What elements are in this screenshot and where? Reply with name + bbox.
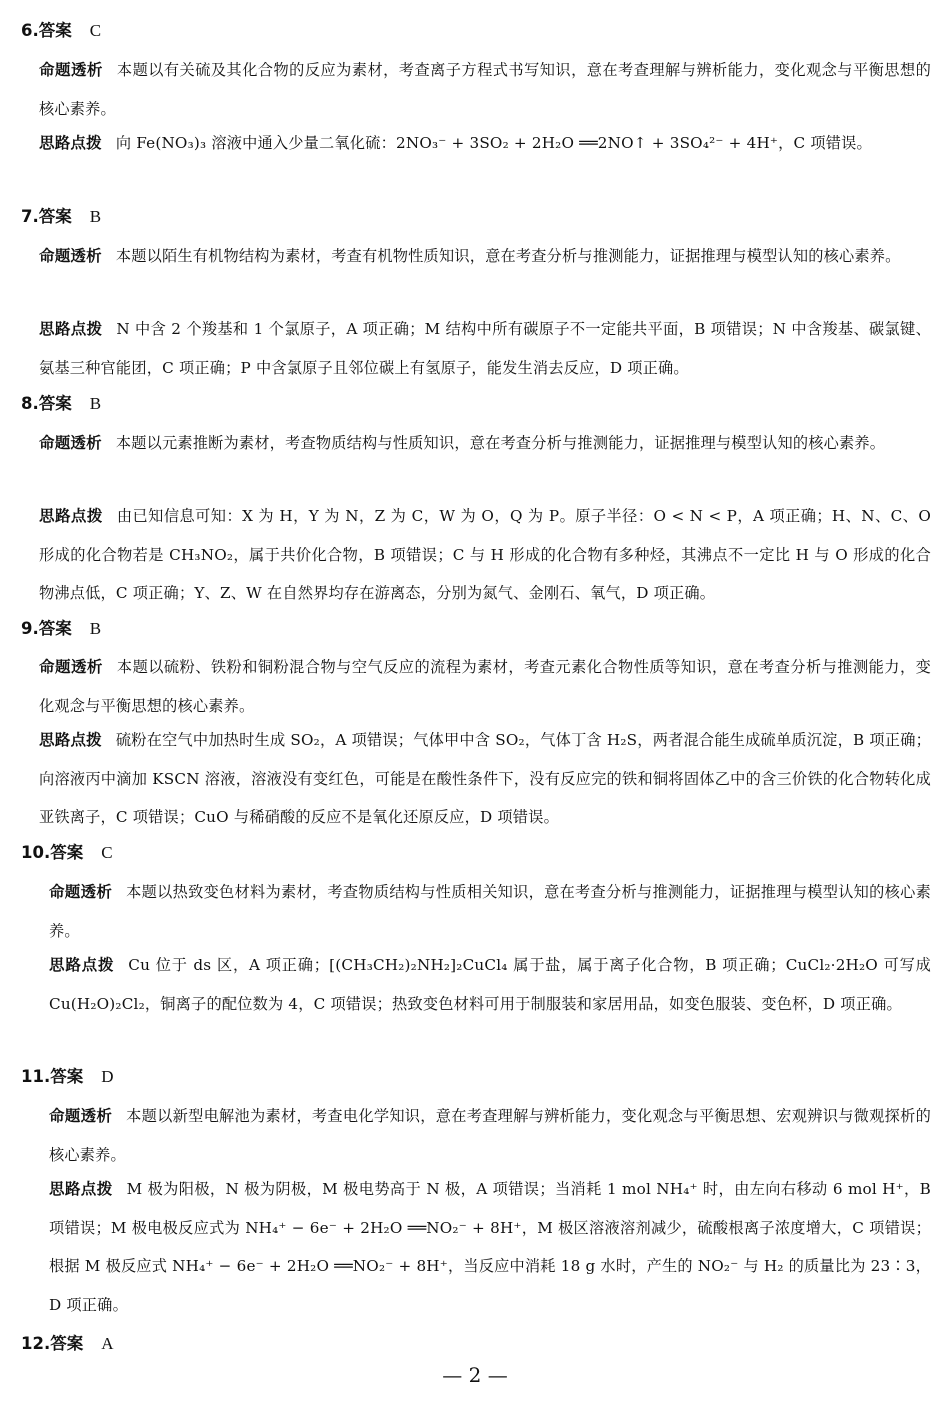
question-7-hint [39,310,931,387]
question-9-analysis [39,648,931,725]
analysis-label: 命题透析 [49,883,113,901]
hint-label: 思路点拨 [39,134,102,152]
answer-label: 答案 [38,21,72,40]
answer-label: 答案 [38,619,72,638]
hint-text: 由已知信息可知：X 为 H，Y 为 N，Z 为 C，W 为 O，Q 为 P。原子半径：O < N < P，A 项正确；H、N、C、O 形成的化合物若是 CH₃NO₂，属于共价化合物，B 项错误；C 与 H 形成的化合物有多种烃，其沸点不一定比 H 与 O 形成的化合物沸点低，C 项正确；Y、Z、W 在自然界均存在游离态，分别为氮气、金刚石、氧气，D 项正确。 [39,507,931,602]
question-7-answer-line [21,206,101,228]
question-9-answer-line [21,618,101,640]
answer-value: A [101,1334,114,1353]
analysis-text: 本题以新型电解池为素材，考查电化学知识，意在考查理解与辨析能力，变化观念与平衡思想、宏观辨识与微观探析的核心素养。 [49,1107,931,1164]
answer-label: 答案 [50,1334,84,1353]
question-number: 8. [21,394,39,413]
answer-value: C [89,21,102,40]
hint-label: 思路点拨 [39,320,103,338]
hint-label: 思路点拨 [39,507,103,525]
analysis-text: 本题以热致变色材料为素材，考查物质结构与性质相关知识，意在考查分析与推测能力，证据推理与模型认知的核心素养。 [49,883,931,940]
answer-value: D [101,1067,114,1086]
question-9-hint [39,721,931,837]
hint-label: 思路点拨 [39,731,102,749]
question-11-analysis [49,1097,931,1174]
question-6-analysis [39,51,931,128]
analysis-text: 本题以元素推断为素材，考查物质结构与性质知识，意在考查分析与推测能力，证据推理与模型认知的核心素养。 [115,434,886,452]
question-8-answer-line [21,393,101,415]
hint-label: 思路点拨 [49,1180,113,1198]
analysis-text: 本题以硫粉、铁粉和铜粉混合物与空气反应的流程为素材，考查元素化合物性质等知识，意在考查分析与推测能力，变化观念与平衡思想的核心素养。 [39,658,931,715]
answer-value: B [89,619,102,638]
question-number: 7. [21,207,39,226]
question-number: 11. [21,1067,51,1086]
analysis-label: 命题透析 [39,247,102,265]
answer-label: 答案 [38,394,72,413]
question-10-analysis [49,873,931,950]
question-6-answer-line [21,20,101,42]
question-number: 9. [21,619,39,638]
question-number: 12. [21,1334,51,1353]
question-11-hint [49,1170,931,1324]
answer-value: B [89,207,102,226]
hint-text: 向 Fe(NO₃)₃ 溶液中通入少量二氧化硫：2NO₃⁻ + 3SO₂ + 2H₂O ══2NO↑ + 3SO₄²⁻ + 4H⁺，C 项错误。 [115,134,872,152]
hint-text: Cu 位于 ds 区，A 项正确；[(CH₃CH₂)₂NH₂]₂CuCl₄ 属于盐，属于离子化合物，B 项正确；CuCl₂·2H₂O 可写成 Cu(H₂O)₂Cl₂，铜离子的配位数为 4，C 项错误；热致变色材料可用于制服装和家居用品，如变色服装、变色杯，D 项正确。 [49,956,931,1013]
hint-text: 硫粉在空气中加热时生成 SO₂，A 项错误；气体甲中含 SO₂，气体丁含 H₂S，两者混合能生成硫单质沉淀，B 项正确；向溶液丙中滴加 KSCN 溶液，溶液没有变红色，可能是在酸性条件下，没有反应完的铁和铜将固体乙中的含三价铁的化合物转化成亚铁离子，C 项错误；CuO 与稀硝酸的反应不是氧化还原反应，D 项错误。 [39,731,931,826]
question-number: 10. [21,843,51,862]
analysis-label: 命题透析 [39,434,102,452]
question-number: 6. [21,21,39,40]
question-8-hint [39,497,931,613]
question-8-analysis [39,424,931,463]
question-10-answer-line [21,842,113,864]
answer-value: C [101,843,113,862]
answer-label: 答案 [38,207,72,226]
question-11-answer-line [21,1066,114,1088]
analysis-text: 本题以陌生有机物结构为素材，考查有机物性质知识，意在考查分析与推测能力，证据推理与模型认知的核心素养。 [115,247,901,265]
page-number: — 2 — [442,1363,508,1387]
analysis-text: 本题以有关硫及其化合物的反应为素材，考查离子方程式书写知识，意在考查理解与辨析能力，变化观念与平衡思想的核心素养。 [39,61,931,118]
analysis-label: 命题透析 [49,1107,113,1125]
answer-label: 答案 [50,843,84,862]
question-12-answer-line [21,1333,114,1355]
hint-label: 思路点拨 [49,956,115,974]
question-7-analysis [39,237,931,276]
hint-text: N 中含 2 个羧基和 1 个氯原子，A 项正确；M 结构中所有碳原子不一定能共平面，B 项错误；N 中含羧基、碳氯键、氨基三种官能团，C 项正确；P 中含氯原子且邻位碳上有氢原子，能发生消去反应，D 项正确。 [39,320,931,377]
answer-label: 答案 [50,1067,84,1086]
answer-value: B [89,394,102,413]
question-10-hint [49,946,931,1023]
analysis-label: 命题透析 [39,658,103,676]
analysis-label: 命题透析 [39,61,103,79]
hint-text: M 极为阳极，N 极为阴极，M 极电势高于 N 极，A 项错误；当消耗 1 mol NH₄⁺ 时，由左向右移动 6 mol H⁺，B 项错误；M 极电极反应式为 NH₄⁺ − 6e⁻ + 2H₂O ══NO₂⁻ + 8H⁺，M 极区溶液溶剂减少，硫酸根离子浓度增大，C 项错误；根据 M 极反应式 NH₄⁺ − 6e⁻ + 2H₂O ══NO₂⁻ + 8H⁺，当反应中消耗 18 g 水时，产生的 NO₂⁻ 与 H₂ 的质量比为 23∶3，D 项正确。 [49,1180,931,1314]
question-6-hint [39,124,931,163]
